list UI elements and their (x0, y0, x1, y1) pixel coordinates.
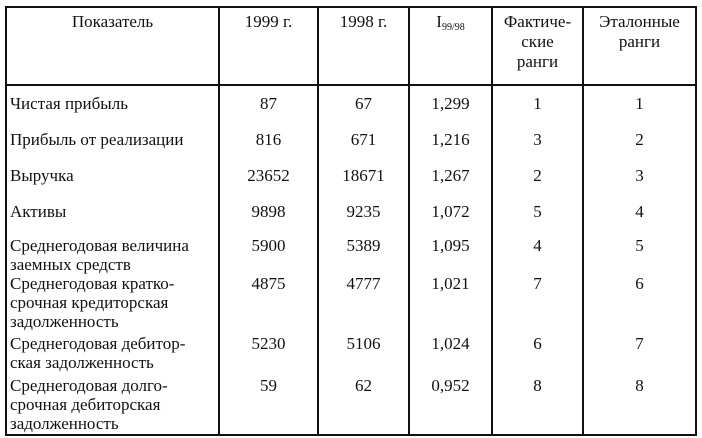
row-index: 1,299 (409, 85, 492, 124)
row-value-1998: 5389 (318, 230, 409, 274)
row-actual-rank: 4 (492, 230, 583, 274)
row-actual-rank: 5 (492, 196, 583, 230)
row-reference-rank: 5 (583, 230, 696, 274)
row-actual-rank: 1 (492, 85, 583, 124)
header-actual-ranks: Фактиче- ские ранги (492, 7, 583, 85)
header-indicator: Показатель (6, 7, 219, 85)
table-row (6, 124, 696, 160)
row-actual-rank: 7 (492, 274, 583, 334)
row-value-1999: 816 (219, 124, 318, 160)
table-row (6, 274, 696, 334)
row-value-1998: 67 (318, 85, 409, 124)
ranking-table-container (5, 6, 695, 433)
row-indicator-name: Выручка (6, 160, 219, 196)
row-indicator-name: Чистая прибыль (6, 85, 219, 124)
row-value-1998: 18671 (318, 160, 409, 196)
table-header-row (6, 7, 696, 85)
table-row (6, 160, 696, 196)
table-row (6, 230, 696, 274)
row-value-1999: 4875 (219, 274, 318, 334)
row-value-1998: 4777 (318, 274, 409, 334)
row-index: 1,216 (409, 124, 492, 160)
table-row (6, 196, 696, 230)
row-reference-rank: 3 (583, 160, 696, 196)
row-indicator-name: Среднегодовая дебитор- ская задолженность (6, 334, 219, 376)
row-index: 0,952 (409, 376, 492, 435)
row-index: 1,021 (409, 274, 492, 334)
row-index: 1,267 (409, 160, 492, 196)
row-indicator-name: Среднегодовая величина заемных средств (6, 230, 219, 274)
header-index: $I_{99/98}$ (409, 7, 492, 85)
row-index: 1,072 (409, 196, 492, 230)
row-reference-rank: 4 (583, 196, 696, 230)
header-reference-ranks: Эталонные ранги (583, 7, 696, 85)
row-actual-rank: 2 (492, 160, 583, 196)
row-actual-rank: 8 (492, 376, 583, 435)
row-actual-rank: 6 (492, 334, 583, 376)
row-index: 1,024 (409, 334, 492, 376)
row-value-1999: 5900 (219, 230, 318, 274)
row-value-1999: 9898 (219, 196, 318, 230)
row-reference-rank: 7 (583, 334, 696, 376)
header-1999: 1999 г. (219, 7, 318, 85)
table-row (6, 85, 696, 124)
table-row (6, 376, 696, 435)
row-reference-rank: 2 (583, 124, 696, 160)
row-value-1999: 5230 (219, 334, 318, 376)
row-reference-rank: 6 (583, 274, 696, 334)
row-value-1998: 671 (318, 124, 409, 160)
header-index-subscript: 99/98 (441, 22, 465, 33)
row-reference-rank: 8 (583, 376, 696, 435)
row-value-1998: 5106 (318, 334, 409, 376)
row-value-1998: 9235 (318, 196, 409, 230)
header-1998: 1998 г. (318, 7, 409, 85)
row-indicator-name: Среднегодовая кратко- срочная кредиторская задолженность (6, 274, 219, 334)
row-value-1999: 87 (219, 85, 318, 124)
row-value-1999: 59 (219, 376, 318, 435)
row-reference-rank: 1 (583, 85, 696, 124)
row-indicator-name: Активы (6, 196, 219, 230)
table-row (6, 334, 696, 376)
ranking-table (5, 6, 697, 436)
row-indicator-name: Прибыль от реализации (6, 124, 219, 160)
row-actual-rank: 3 (492, 124, 583, 160)
row-value-1999: 23652 (219, 160, 318, 196)
row-indicator-name: Среднегодовая долго- срочная дебиторская задолженность (6, 376, 219, 435)
row-index: 1,095 (409, 230, 492, 274)
row-value-1998: 62 (318, 376, 409, 435)
